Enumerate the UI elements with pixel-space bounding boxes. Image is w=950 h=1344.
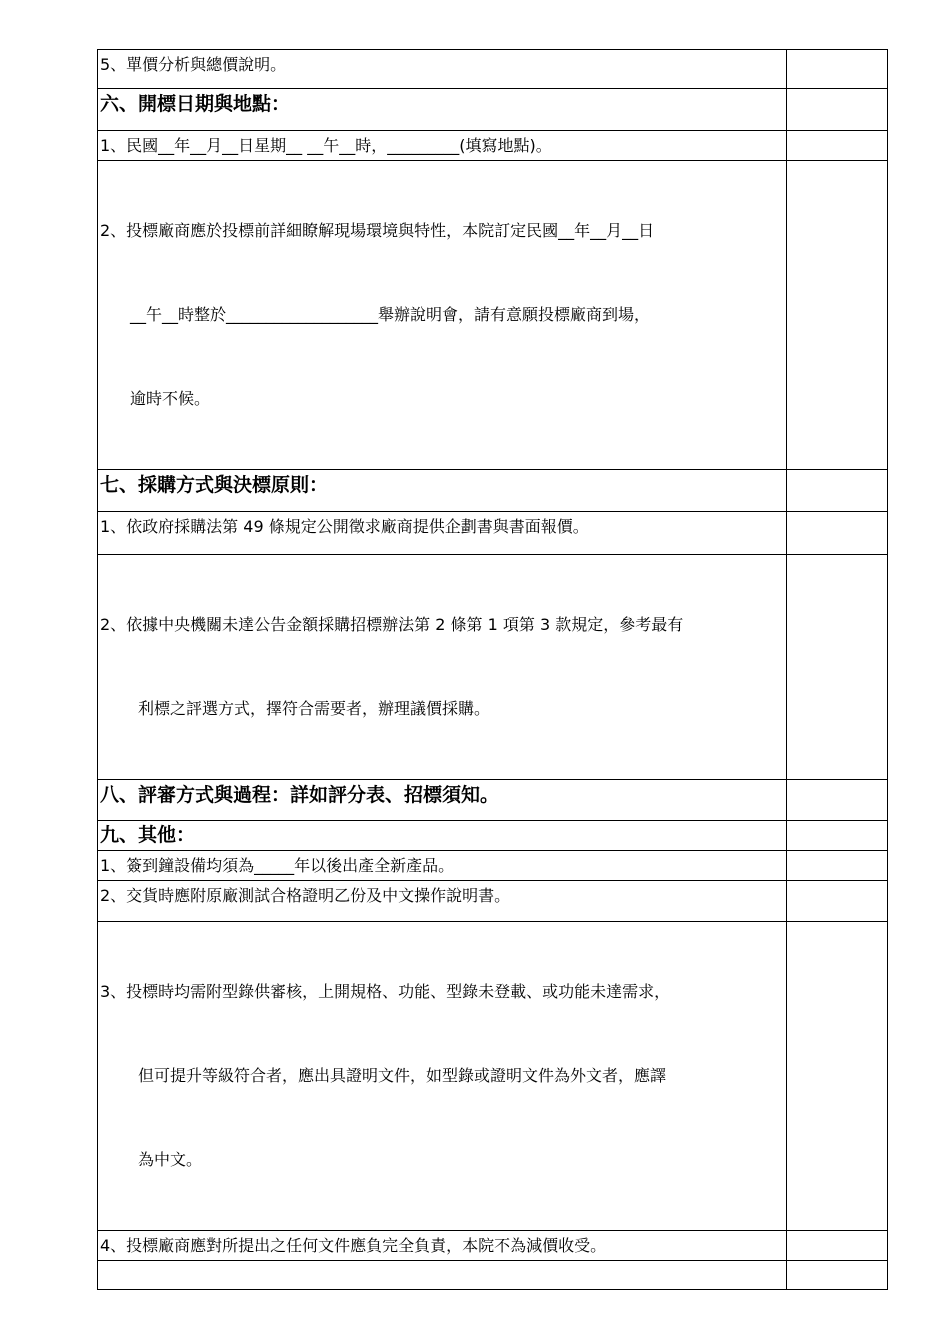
item-text: 4、投標廠商應對所提出之任何文件應負完全負責，本院不為減價收受。 (100, 1236, 607, 1255)
item-cell (98, 851, 787, 881)
remark-cell (787, 470, 888, 512)
table-row (98, 922, 888, 1231)
item-cell (98, 512, 787, 555)
item-text: 2、交貨時應附原廠測試合格證明乙份及中文操作說明書。 (100, 886, 511, 905)
item-cell (98, 922, 787, 1231)
remark-cell (787, 89, 888, 131)
remark-cell (787, 1231, 888, 1261)
table-row (98, 851, 888, 881)
item-cell (98, 555, 787, 780)
item-text-continued: 但可提升等級符合者，應出具證明文件，如型錄或證明文件為外文者，應譯 (138, 1066, 667, 1085)
item-cell (98, 50, 787, 89)
item-text-continued: 為中文。 (138, 1150, 203, 1169)
table-row (98, 555, 888, 780)
remark-cell (787, 780, 888, 821)
remark-cell (787, 881, 888, 922)
section-heading-row (98, 780, 888, 821)
remark-cell (787, 50, 888, 89)
section-heading: 六、開標日期與地點： (98, 89, 787, 131)
table-row (98, 512, 888, 555)
table-row (98, 50, 888, 89)
item-text: 3、投標時均需附型錄供審核，上開規格、功能、型錄未登載、或功能未達需求， (100, 982, 671, 1001)
item-text-continued: 利標之評選方式，擇符合需要者，辦理議價採購。 (138, 699, 491, 718)
table-row (98, 161, 888, 470)
item-text: 1、民國__年__月__日星期__ __午__時，_________(填寫地點)。 (100, 136, 552, 155)
remark-cell (787, 512, 888, 555)
remark-cell (787, 922, 888, 1231)
section-heading: 七、採購方式與決標原則： (98, 470, 787, 512)
remark-cell (787, 161, 888, 470)
remark-cell (787, 131, 888, 161)
item-cell (98, 161, 787, 470)
section-heading-row (98, 470, 888, 512)
item-text: 2、依據中央機關未達公告金額採購招標辦法第 2 條第 1 項第 3 款規定，參考最有 (100, 615, 684, 634)
item-text: 1、依政府採購法第 49 條規定公開徵求廠商提供企劃書與書面報價。 (100, 517, 589, 536)
table-row (98, 881, 888, 922)
item-text: 1、簽到鐘設備均須為_____年以後出產全新產品。 (100, 856, 455, 875)
table-row (98, 131, 888, 161)
remark-cell (787, 851, 888, 881)
table-row (98, 1231, 888, 1261)
item-cell (98, 1231, 787, 1261)
specification-table (97, 49, 888, 1290)
empty-row (98, 1261, 888, 1290)
section-heading-row (98, 89, 888, 131)
item-cell (98, 1261, 787, 1290)
item-cell (98, 131, 787, 161)
item-text: 2、投標廠商應於投標前詳細瞭解現場環境與特性，本院訂定民國__年__月__日 (100, 221, 655, 240)
item-cell (98, 881, 787, 922)
section-heading-row (98, 821, 888, 851)
section-heading: 九、其他： (98, 821, 787, 851)
remark-cell (787, 821, 888, 851)
remark-cell (787, 555, 888, 780)
item-text: 5、單價分析與總價說明。 (100, 55, 287, 74)
item-text-continued: 逾時不候。 (130, 389, 211, 408)
item-text-continued: __午__時整於___________________舉辦說明會，請有意願投標廠商到場， (130, 305, 651, 324)
section-heading: 八、評審方式與過程：詳如評分表、招標須知。 (98, 780, 787, 821)
remark-cell (787, 1261, 888, 1290)
